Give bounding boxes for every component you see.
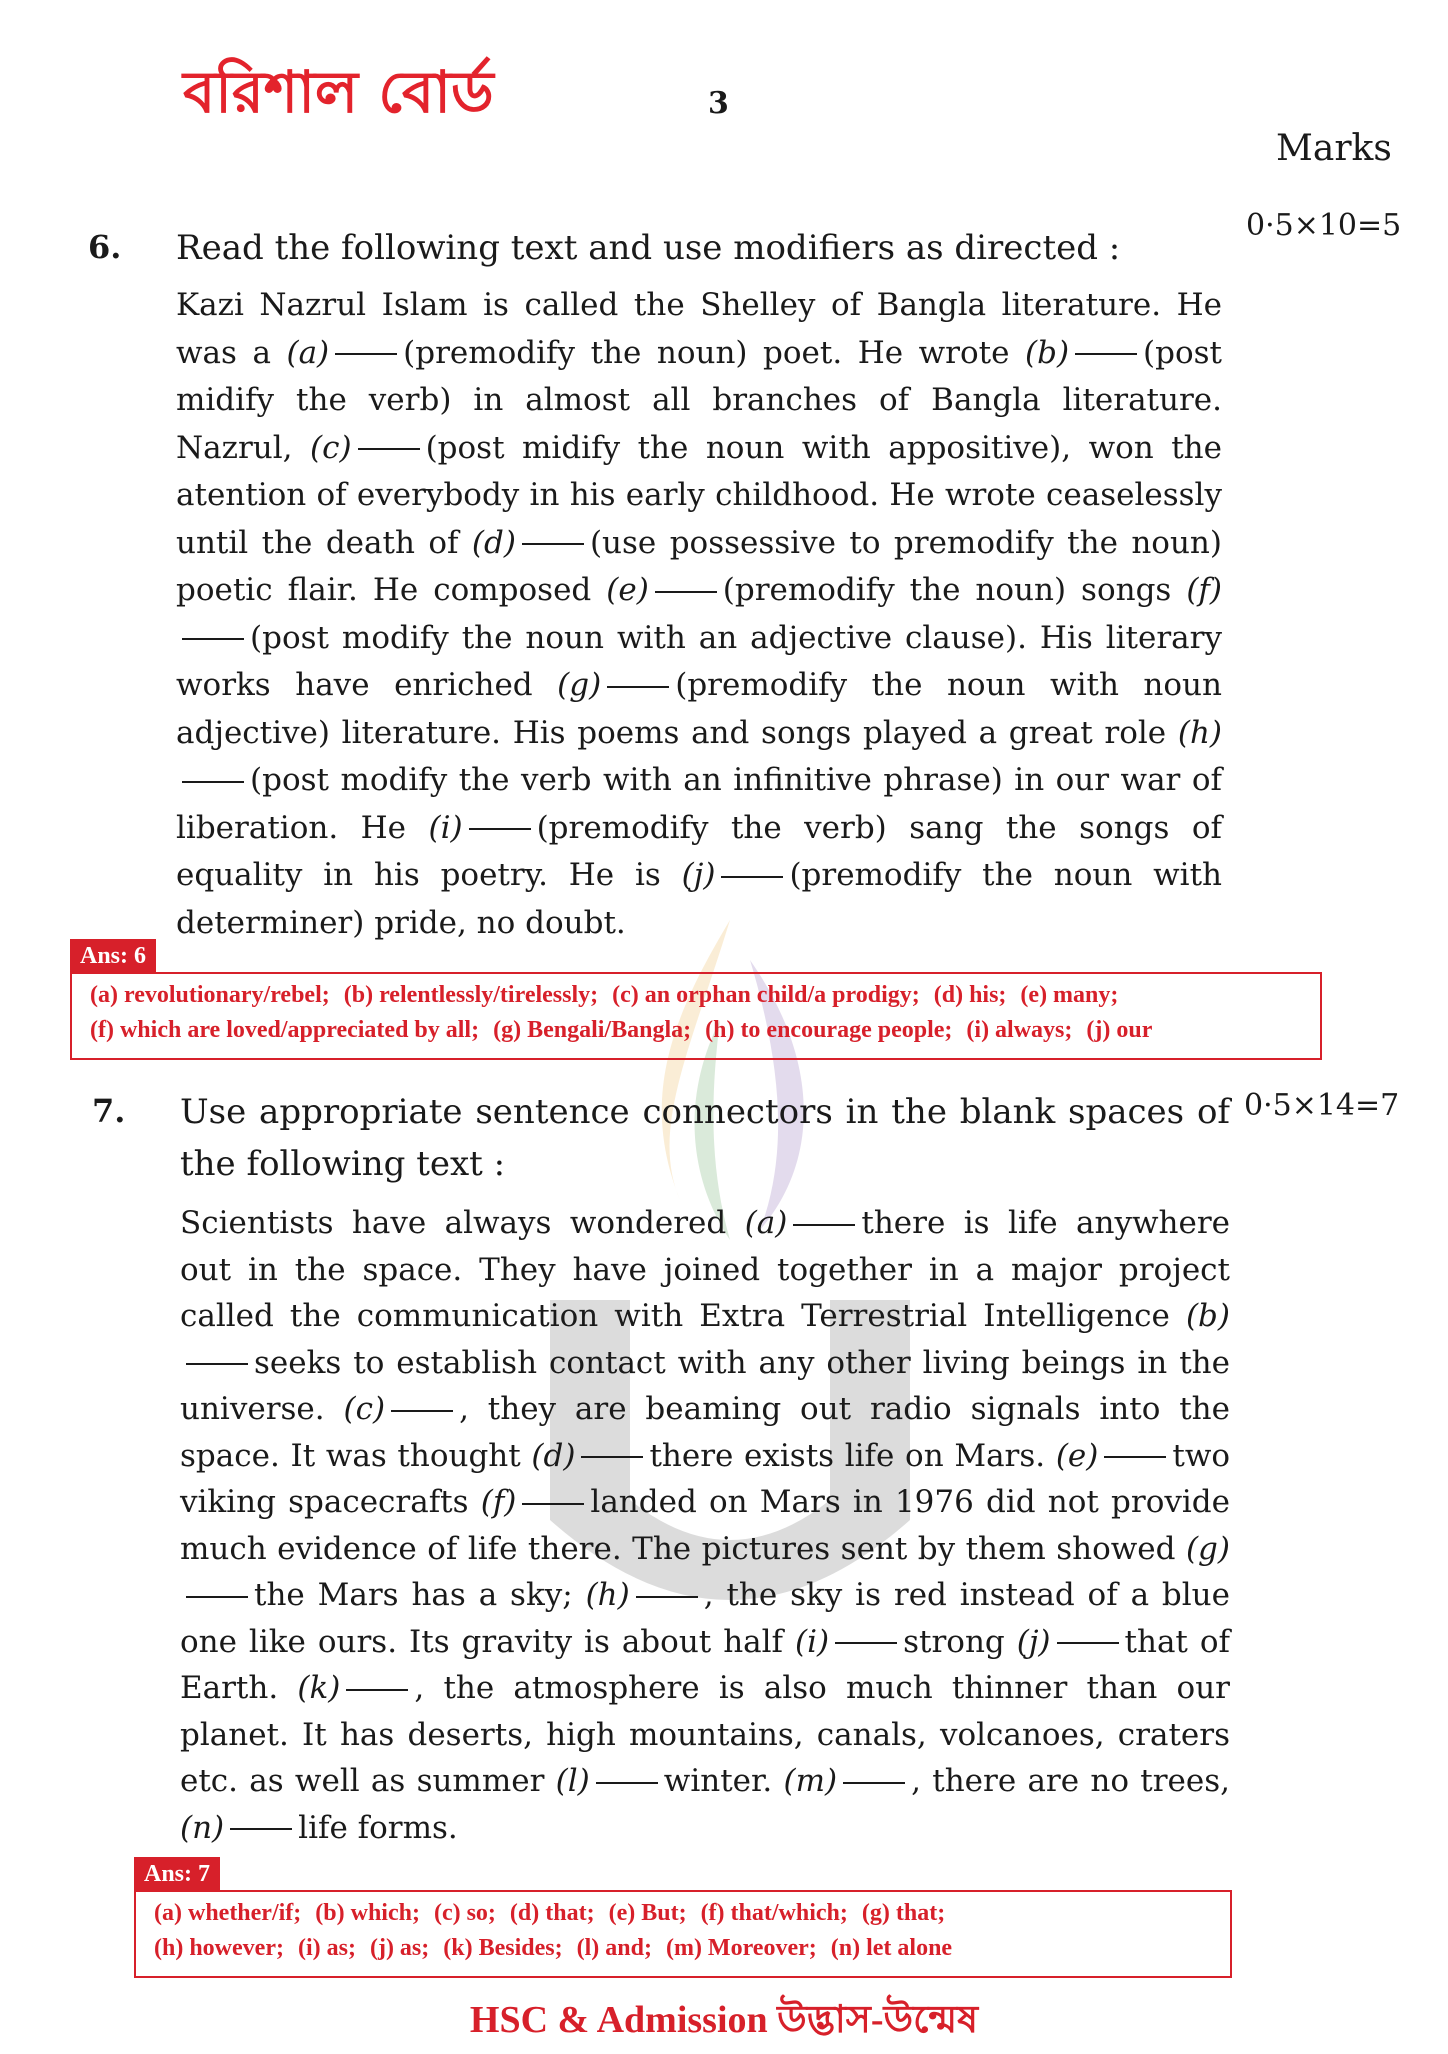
answer-7-item: (k) Besides; (443, 1935, 563, 1961)
question-7-marks: 0·5×14=7 (1244, 1088, 1400, 1123)
answer-7-label: Ans: 7 (134, 1857, 220, 1891)
question-7-instruction: Use appropriate sentence connectors in the blank spaces of the following text : (180, 1092, 1230, 1184)
answer-7-item: (m) Moreover; (665, 1935, 817, 1961)
page-number: 3 (708, 86, 729, 121)
answer-7-line-2 (154, 1931, 1212, 1966)
question-7-number: 7. (92, 1092, 126, 1130)
answer-7-item: (i) as; (297, 1935, 356, 1961)
answer-6-box (70, 972, 1322, 1060)
answer-6-item: (i) always; (966, 1017, 1073, 1043)
answer-6-item: (f) which are loved/appreciated by all; (90, 1017, 480, 1043)
question-6-instruction: Read the following text and use modifiers as directed : (176, 228, 1121, 268)
question-6-text: Kazi Nazrul Islam is called the Shelley of Bangla literature. He was a (a) (premodify the noun) poet. He wrote (b) (post midify the verb) in almost all branches of Bangla literature. Nazrul, (c) (post midify the noun with appositive), won the atention of everybody in his early childhood. He wrote ceaselessly until the death of (d) (use possessive to premodify the noun) poetic flair. He composed (e) (premodify the noun) songs (f)(post modify the noun with an adjective clause). His literary works have enriched (g) (premodify the noun with noun adjective) literature. His poems and songs played a great role (h)(post modify the verb with an infinitive phrase) in our war of liberation. He (i) (premodify the verb) sang the songs of equality in his poetry. He is (j) (premodify the noun with determiner) pride, no doubt. (176, 287, 1223, 941)
answer-6-label: Ans: 6 (70, 939, 156, 973)
answer-7-item: (c) so; (433, 1900, 496, 1926)
answer-7-item: (b) which; (315, 1900, 420, 1926)
question-7-text: Scientists have always wondered (a) there is life anywhere out in the space. They have joined together in a major project called the communication with Extra Terrestrial Intelligence (b)seeks to establish contact with any other living beings in the universe. (c) , they are beaming out radio signals into the space. It was thought (d) there exists life on Mars. (e) two viking spacecrafts (f) landed on Mars in 1976 did not provide much evidence of life there. The pictures sent by them showed (g)the Mars has a sky; (h) , the sky is red instead of a blue one like ours. Its gravity is about half (i) strong (j) that of Earth. (k) , the atmosphere is also much thinner than our planet. It has deserts, high mountains, canals, volcanoes, craters etc. as well as summer (l) winter. (m) , there are no trees, (n) life forms. (180, 1205, 1231, 1846)
answer-6-item: (d) his; (933, 982, 1007, 1008)
answer-7-line-1 (154, 1896, 1212, 1931)
answer-7-item: (f) that/which; (700, 1900, 848, 1926)
answer-7-item: (h) however; (154, 1935, 284, 1961)
answer-7-item: (g) that; (861, 1900, 946, 1926)
answer-6-line-2 (90, 1013, 1302, 1048)
answer-6-item: (c) an orphan child/a prodigy; (612, 982, 920, 1008)
answer-7-item: (d) that; (509, 1900, 595, 1926)
answer-7-item: (a) whether/if; (154, 1900, 302, 1926)
answer-6-item: (a) revolutionary/rebel; (90, 982, 330, 1008)
question-6-number: 6. (88, 228, 122, 266)
answer-6-item: (g) Bengali/Bangla; (493, 1017, 692, 1043)
answer-7-item: (j) as; (369, 1935, 430, 1961)
footer-brand: HSC & Admission উদ্ভাস-উন্মেষ (469, 1999, 979, 2041)
answer-6-line-1 (90, 978, 1302, 1013)
answer-6-item: (e) many; (1020, 982, 1119, 1008)
answer-6-item: (b) relentlessly/tirelessly; (343, 982, 599, 1008)
answer-6-item: (h) to encourage people; (705, 1017, 953, 1043)
question-6-marks: 0·5×10=5 (1246, 208, 1402, 243)
answer-7-item: (e) But; (608, 1900, 687, 1926)
board-title: বরিশাল বোর্ড (183, 58, 494, 126)
answer-7-item: (n) let alone (830, 1935, 953, 1961)
answer-6-item: (j) our (1086, 1017, 1153, 1043)
answer-7-item: (l) and; (576, 1935, 652, 1961)
marks-heading: Marks (1276, 128, 1392, 169)
answer-7-box (134, 1890, 1232, 1978)
